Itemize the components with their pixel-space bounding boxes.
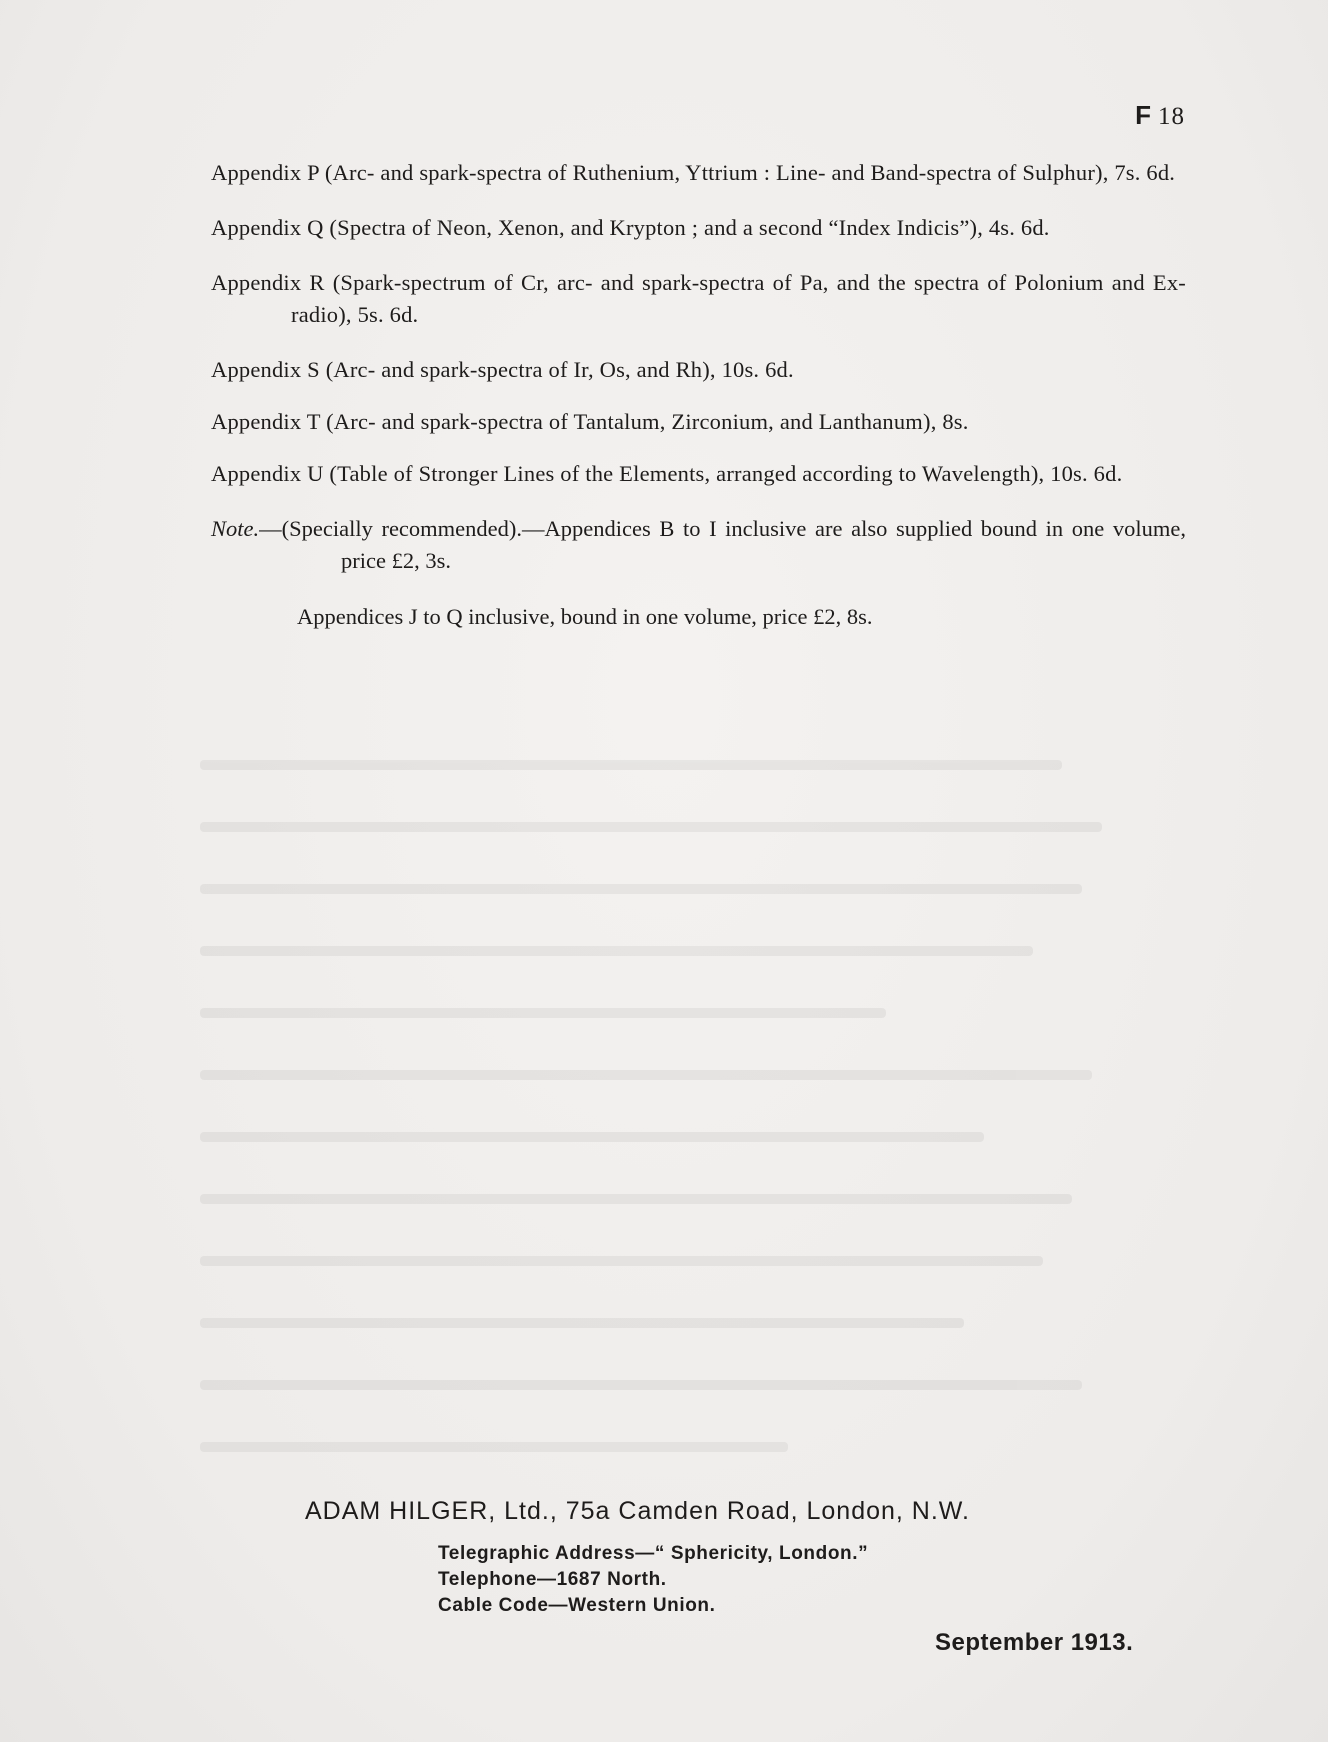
- publication-date: September 1913.: [935, 1629, 1134, 1656]
- note-paragraph: [211, 513, 1186, 577]
- page-number-value: 18: [1158, 103, 1185, 130]
- appendix-entry-u: Appendix U (Table of Stronger Lines of the Elements, arranged according to Wavelength), 10s. 6d.: [211, 461, 1123, 486]
- note-text: —(Specially recommended).—Appendices B to I inclusive are also supplied bound in one volume, price £2, 3s.: [259, 516, 1186, 573]
- note-second-line: Appendices J to Q inclusive, bound in one volume, price £2, 8s.: [297, 604, 873, 629]
- appendix-entry-t: Appendix T (Arc- and spark-spectra of Tantalum, Zirconium, and Lanthanum), 8s.: [211, 409, 969, 434]
- page-number: [1135, 100, 1185, 131]
- page-number-letter: F: [1135, 100, 1152, 130]
- show-through-text: [200, 760, 1180, 1560]
- cable-code: Cable Code—Western Union.: [438, 1595, 716, 1616]
- appendix-entry-s: Appendix S (Arc- and spark-spectra of Ir, Os, and Rh), 10s. 6d.: [211, 357, 794, 382]
- appendix-entry-r: Appendix R (Spark-spectrum of Cr, arc- and spark-spectra of Pa, and the spectra of Polonium and Ex-radio), 5s. 6d.: [211, 270, 1186, 327]
- telephone: Telephone—1687 North.: [438, 1569, 667, 1590]
- appendix-entry-q: Appendix Q (Spectra of Neon, Xenon, and Krypton ; and a second “Index Indicis”), 4s. 6d.: [211, 215, 1050, 240]
- appendix-entry-p: Appendix P (Arc- and spark-spectra of Ruthenium, Yttrium : Line- and Band-spectra of Sulphur), 7s. 6d.: [211, 160, 1176, 185]
- contact-block: [438, 1541, 868, 1619]
- appendix-list: [211, 157, 1186, 633]
- telegraphic-address: Telegraphic Address—“ Sphericity, London.”: [438, 1543, 869, 1564]
- company-address: ADAM HILGER, Ltd., 75a Camden Road, London, N.W.: [305, 1497, 970, 1525]
- note-label: Note.: [211, 516, 260, 541]
